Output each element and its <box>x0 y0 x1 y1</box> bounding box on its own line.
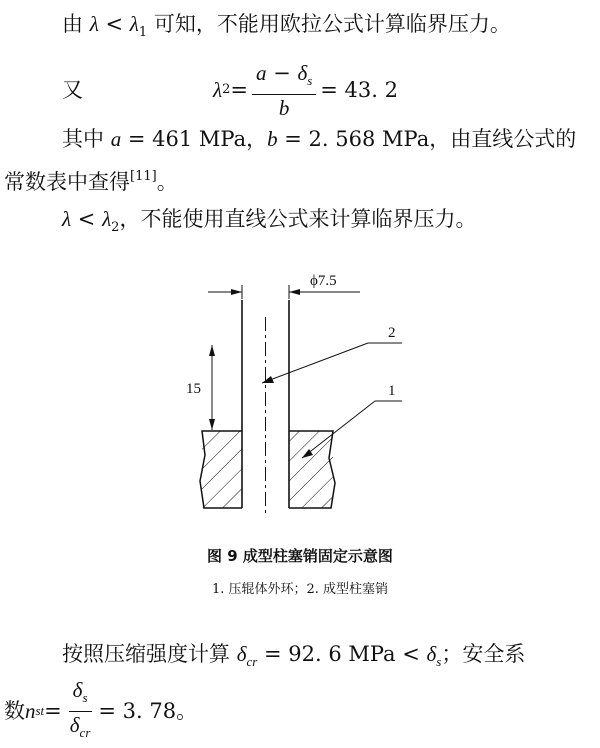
roller-outer-ring-right <box>289 431 335 508</box>
leader-1 <box>302 383 402 458</box>
part-label-1: 1 <box>388 383 396 399</box>
height-label: 15 <box>186 381 201 397</box>
dimension-height <box>186 345 215 430</box>
text-line-5: $\lambda < \lambda_2$，不能使用直线公式来计算临界压力。 <box>62 207 477 235</box>
part-label-2: 2 <box>388 325 396 341</box>
text-line-4: 常数表中查得[11]。 <box>4 169 178 194</box>
figure-caption-legend: 1. 压辊体外环；2. 成型柱塞销 <box>211 582 389 597</box>
text-line-1: 由 $\lambda < \lambda_1$ 可知，不能用欧拉公式计算临界压力。 <box>62 12 511 40</box>
figure-caption-title: 图 9 成型柱塞销固定示意图 <box>207 547 393 565</box>
diameter-label: ϕ7.5 <box>310 273 337 289</box>
text-line-3: 其中 a = 461 MPa，b = 2. 568 MPa，由直线公式的 <box>62 127 577 151</box>
fraction-delta-s-over-delta-cr: $\frac{\delta_s}{\delta_{cr}}$ <box>69 677 91 740</box>
plunger-pin-figure <box>0 255 600 540</box>
dimension-diameter <box>208 273 360 299</box>
text-line-6: 按照压缩强度计算 $\delta_{cr} = 92$. 6 MPa < $\delta_s$；安全系 <box>62 642 526 669</box>
roller-outer-ring-left <box>200 431 242 508</box>
formula-safety-factor: 数 n st = $\frac{\delta_s}{\delta_{cr}}$ = 3. 78。 <box>4 680 197 742</box>
formula-lambda2: 又 λ 2 = $\frac{a - \delta_s}{b}$ = 43. 2 <box>62 60 398 120</box>
fraction-a-minus-delta-over-b: $\frac{a - \delta_s}{b}$ <box>252 60 316 121</box>
reference-marker: [11] <box>130 169 157 184</box>
